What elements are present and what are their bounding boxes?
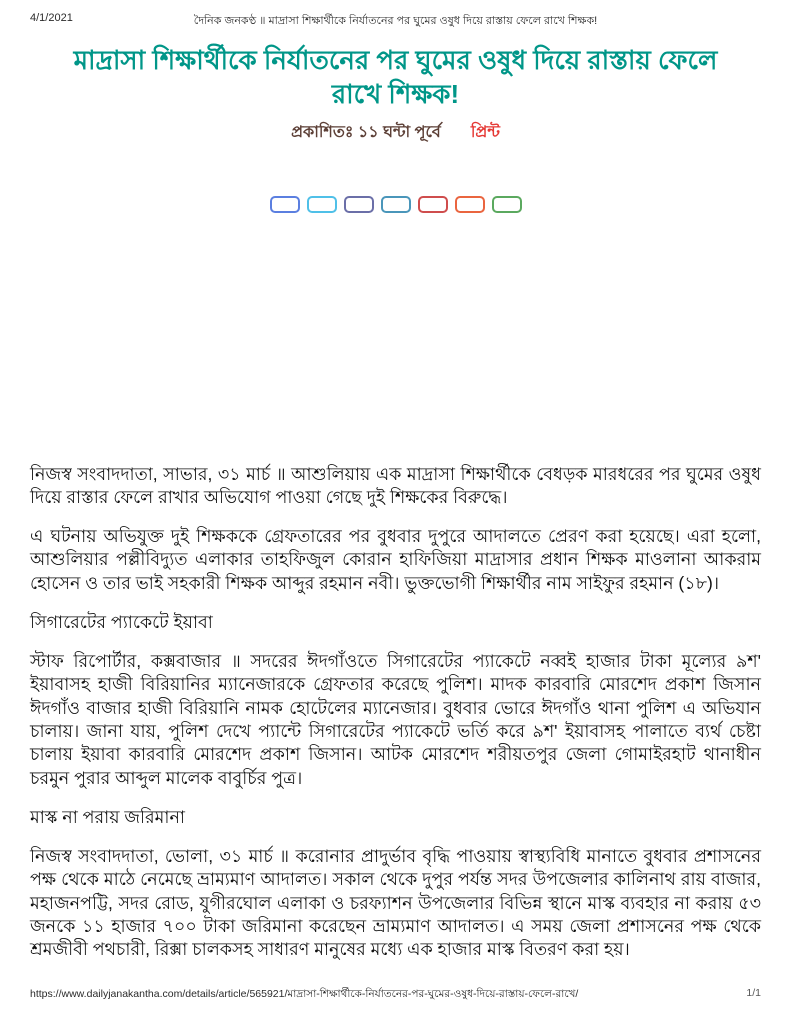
share-button-row — [0, 196, 791, 213]
article-paragraph: স্টাফ রিপোর্টার, কক্সবাজার ॥ সদরের ঈদগাঁওতে সিগারেটের প্যাকেটে নব্বই হাজার টাকা মূল্যের ৯শ' ইয়াবাসহ হাজী বিরিয়ানির ম্যানেজারকে গ্রেফতার করেছে পুলিশ। মাদক কারবারি মোরশেদ প্রকাশ জিসান ঈদগাঁও বাজার হাজী বিরিয়ানি নামক হোটেলের ম্যানেজার। বুধবার ভোরে ঈদগাঁও থানা পুলিশ এ অভিযান চালায়। জানা যায়, পুলিশ দেখে প্যান্টে সিগারেটের প্যাকেটে ভর্তি করে ৯শ' ইয়াবাসহ পালাতে ব্যর্থ চেষ্টা চালায় ইয়াবা কারবারি মোরশেদ প্রকাশ জিসান। আটক মোরশেদ শরীয়তপুর জেলা গোমাইরহাট থানাধীন চরমুন পুরার আব্দুল মালেক বাবুর্চির পুত্র। — [30, 651, 761, 788]
article-image-placeholder — [0, 213, 791, 463]
article-body — [0, 463, 791, 962]
footer-page-number: 1/1 — [746, 987, 761, 999]
share-button-tumblr[interactable] — [344, 196, 374, 213]
article-subheading: সিগারেটের প্যাকেটে ইয়াবা — [30, 611, 213, 632]
print-doc-title: দৈনিক জনকণ্ঠ ॥ মাদ্রাসা শিক্ষার্থীকে নির্যাতনের পর ঘুমের ওষুধ দিয়ে রাস্তায় ফেলে রাখে শিক্ষক! — [193, 15, 598, 27]
article-meta — [0, 119, 791, 146]
published-time: প্রকাশিতঃ ১১ ঘন্টা পূর্বে — [291, 123, 441, 141]
article-subheading: মাস্ক না পরায় জরিমানা — [30, 806, 185, 827]
share-button-whatsapp[interactable] — [492, 196, 522, 213]
print-footer — [30, 987, 761, 1004]
footer-url: https://www.dailyjanakantha.com/details/article/565921/মাদ্রাসা-শিক্ষার্থীকে-নির্যাতনের-পর-ঘুমের-ওষুধ-দিয়ে-রাস্তায়-ফেলে-রাখে/ — [30, 988, 579, 1000]
share-button-twitter[interactable] — [307, 196, 337, 213]
print-date: 4/1/2021 — [30, 12, 73, 24]
share-button-reddit[interactable] — [455, 196, 485, 213]
share-button-pinterest[interactable] — [418, 196, 448, 213]
article-paragraph: নিজস্ব সংবাদদাতা, ভোলা, ৩১ মার্চ ॥ করোনার প্রাদুর্ভাব বৃদ্ধি পাওয়ায় স্বাস্থ্যবিধি মানাতে বুধবার প্রশাসনের পক্ষ থেকে মাঠে নেমেছে ভ্রাম্যমাণ আদালত। সকাল থেকে দুপুর পর্যন্ত সদর উপজেলার কালিনাথ রায় বাজার, মহাজনপট্টি, সদর রোড, যুগীরঘোল এলাকা ও চরফ্যাশন উপজেলার বিভিন্ন স্থানে মাস্ক ব্যবহার না করায় ৫৩ জনকে ১১ হাজার ৭০০ টাকা জরিমানা করেছেন ভ্রাম্যমাণ আদালত। এ সময় জেলা প্রশাসনের পক্ষ থেকে শ্রমজীবী পথচারী, রিক্সা চালকসহ সাধারণ মানুষের মধ্যে এক হাজার মাস্ক বিতরণ করা হয়। — [30, 846, 761, 960]
share-button-linkedin[interactable] — [381, 196, 411, 213]
article-paragraph: নিজস্ব সংবাদদাতা, সাভার, ৩১ মার্চ ॥ আশুলিয়ায় এক মাদ্রাসা শিক্ষার্থীকে বেধড়ক মারধরের পর ঘুমের ওষুধ দিয়ে রাস্তার ফেলে রাখার অভিযোগ পাওয়া গেছে দুই শিক্ষকের বিরুদ্ধে। — [30, 463, 761, 507]
article-paragraph: এ ঘটনায় অভিযুক্ত দুই শিক্ষককে গ্রেফতারের পর বুধবার দুপুরে আদালতে প্রেরণ করা হয়েছে। এরা হলো, আশুলিয়ার পল্লীবিদ্যুত এলাকার তাহফিজুল কোরান হাফিজিয়া মাদ্রাসার প্রধান শিক্ষক মাওলানা আকরাম হোসেন ও তার ভাই সহকারী শিক্ষক আব্দুর রহমান নবী। ভুক্তভোগী শিক্ষার্থীর নাম সাইফুর রহমান (১৮)। — [30, 526, 761, 593]
print-header — [30, 12, 761, 28]
share-button-facebook[interactable] — [270, 196, 300, 213]
print-link[interactable]: প্রিন্ট — [470, 123, 500, 141]
article-title: মাদ্রাসা শিক্ষার্থীকে নির্যাতনের পর ঘুমের ওষুধ দিয়ে রাস্তায় ফেলে রাখে শিক্ষক! — [73, 45, 718, 109]
